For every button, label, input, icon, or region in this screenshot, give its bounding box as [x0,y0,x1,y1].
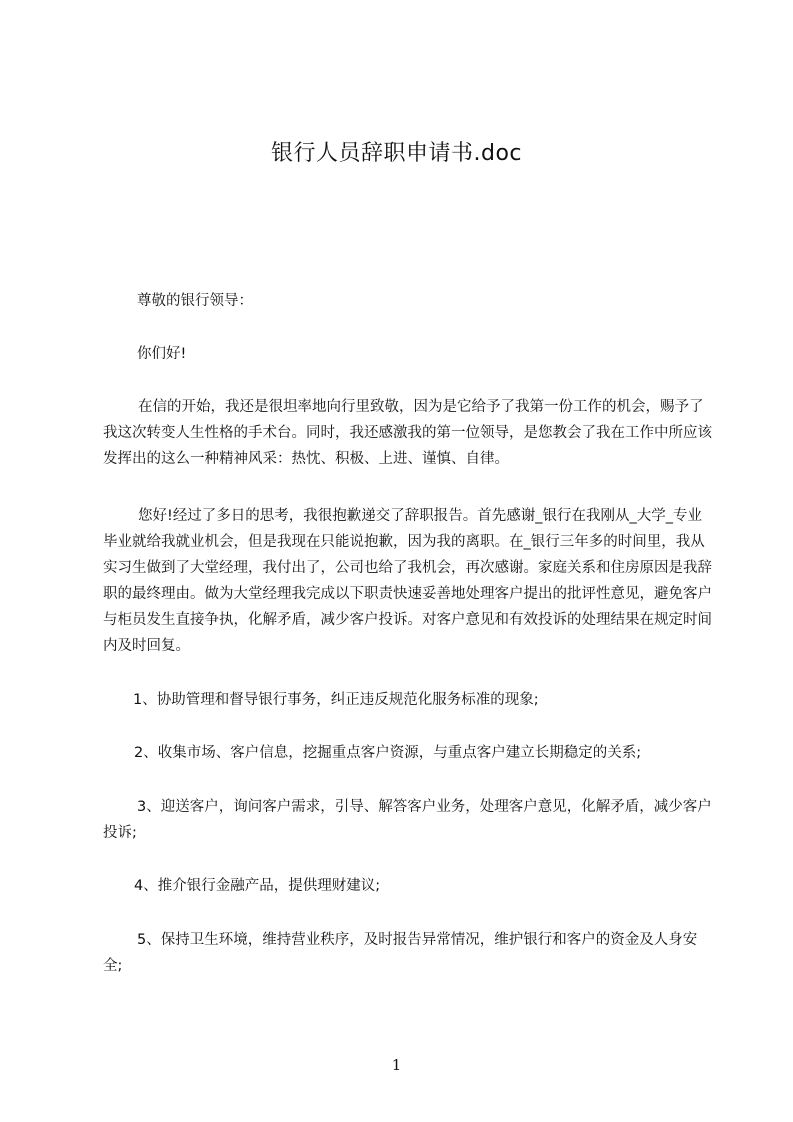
document-title: 银行人员辞职申请书.doc [270,141,522,166]
paragraph-resignation-reason: 您好!经过了多日的思考，我很抱歉递交了辞职报告。首先感谢_银行在我刚从_大学_专业毕业就给我就业机会，但是我现在只能说抱歉，因为我的离职。在_银行三年多的时间里，我从实习生做到了大堂经理，我付出了，公司也给了我机会，再次感谢。家庭关系和住房原因是我辞职的最终理由。做为大堂经理我完成以下职责快速妥善地处理客户提出的批评性意见，避免客户与柜员发生直接争执，化解矛盾，减少客户投诉。对客户意见和有效投诉的处理结果在规定时间内及时回复。 [103,508,712,654]
duty-item-1: 1、协助管理和督导银行事务，纠正违反规范化服务标准的现象; [133,692,539,708]
duty-item-2: 2、收集市场、客户信息，挖掘重点客户资源，与重点客户建立长期稳定的关系; [134,745,642,761]
salutation: 尊敬的银行领导： [137,293,253,309]
duty-item-3: 3、迎送客户，询问客户需求，引导、解答客户业务，处理客户意见，化解矛盾，减少客户投诉; [103,799,712,841]
duty-item-4: 4、推介银行金融产品，提供理财建议; [134,878,381,894]
duty-item-5: 5、保持卫生环境，维持营业秩序，及时报告异常情况，维护银行和客户的资金及人身安全; [103,932,698,974]
page-number: 1 [391,1056,402,1074]
greeting: 你们好! [137,346,187,362]
paragraph-opening: 在信的开始，我还是很坦率地向行里致敬，因为是它给予了我第一份工作的机会，赐予了我这次转变人生性格的手术台。同时，我还感激我的第一位领导，是您教会了我在工作中所应该发挥出的这么一种精神风采：热忱、积极、上进、谨慎、自律。 [103,399,712,467]
